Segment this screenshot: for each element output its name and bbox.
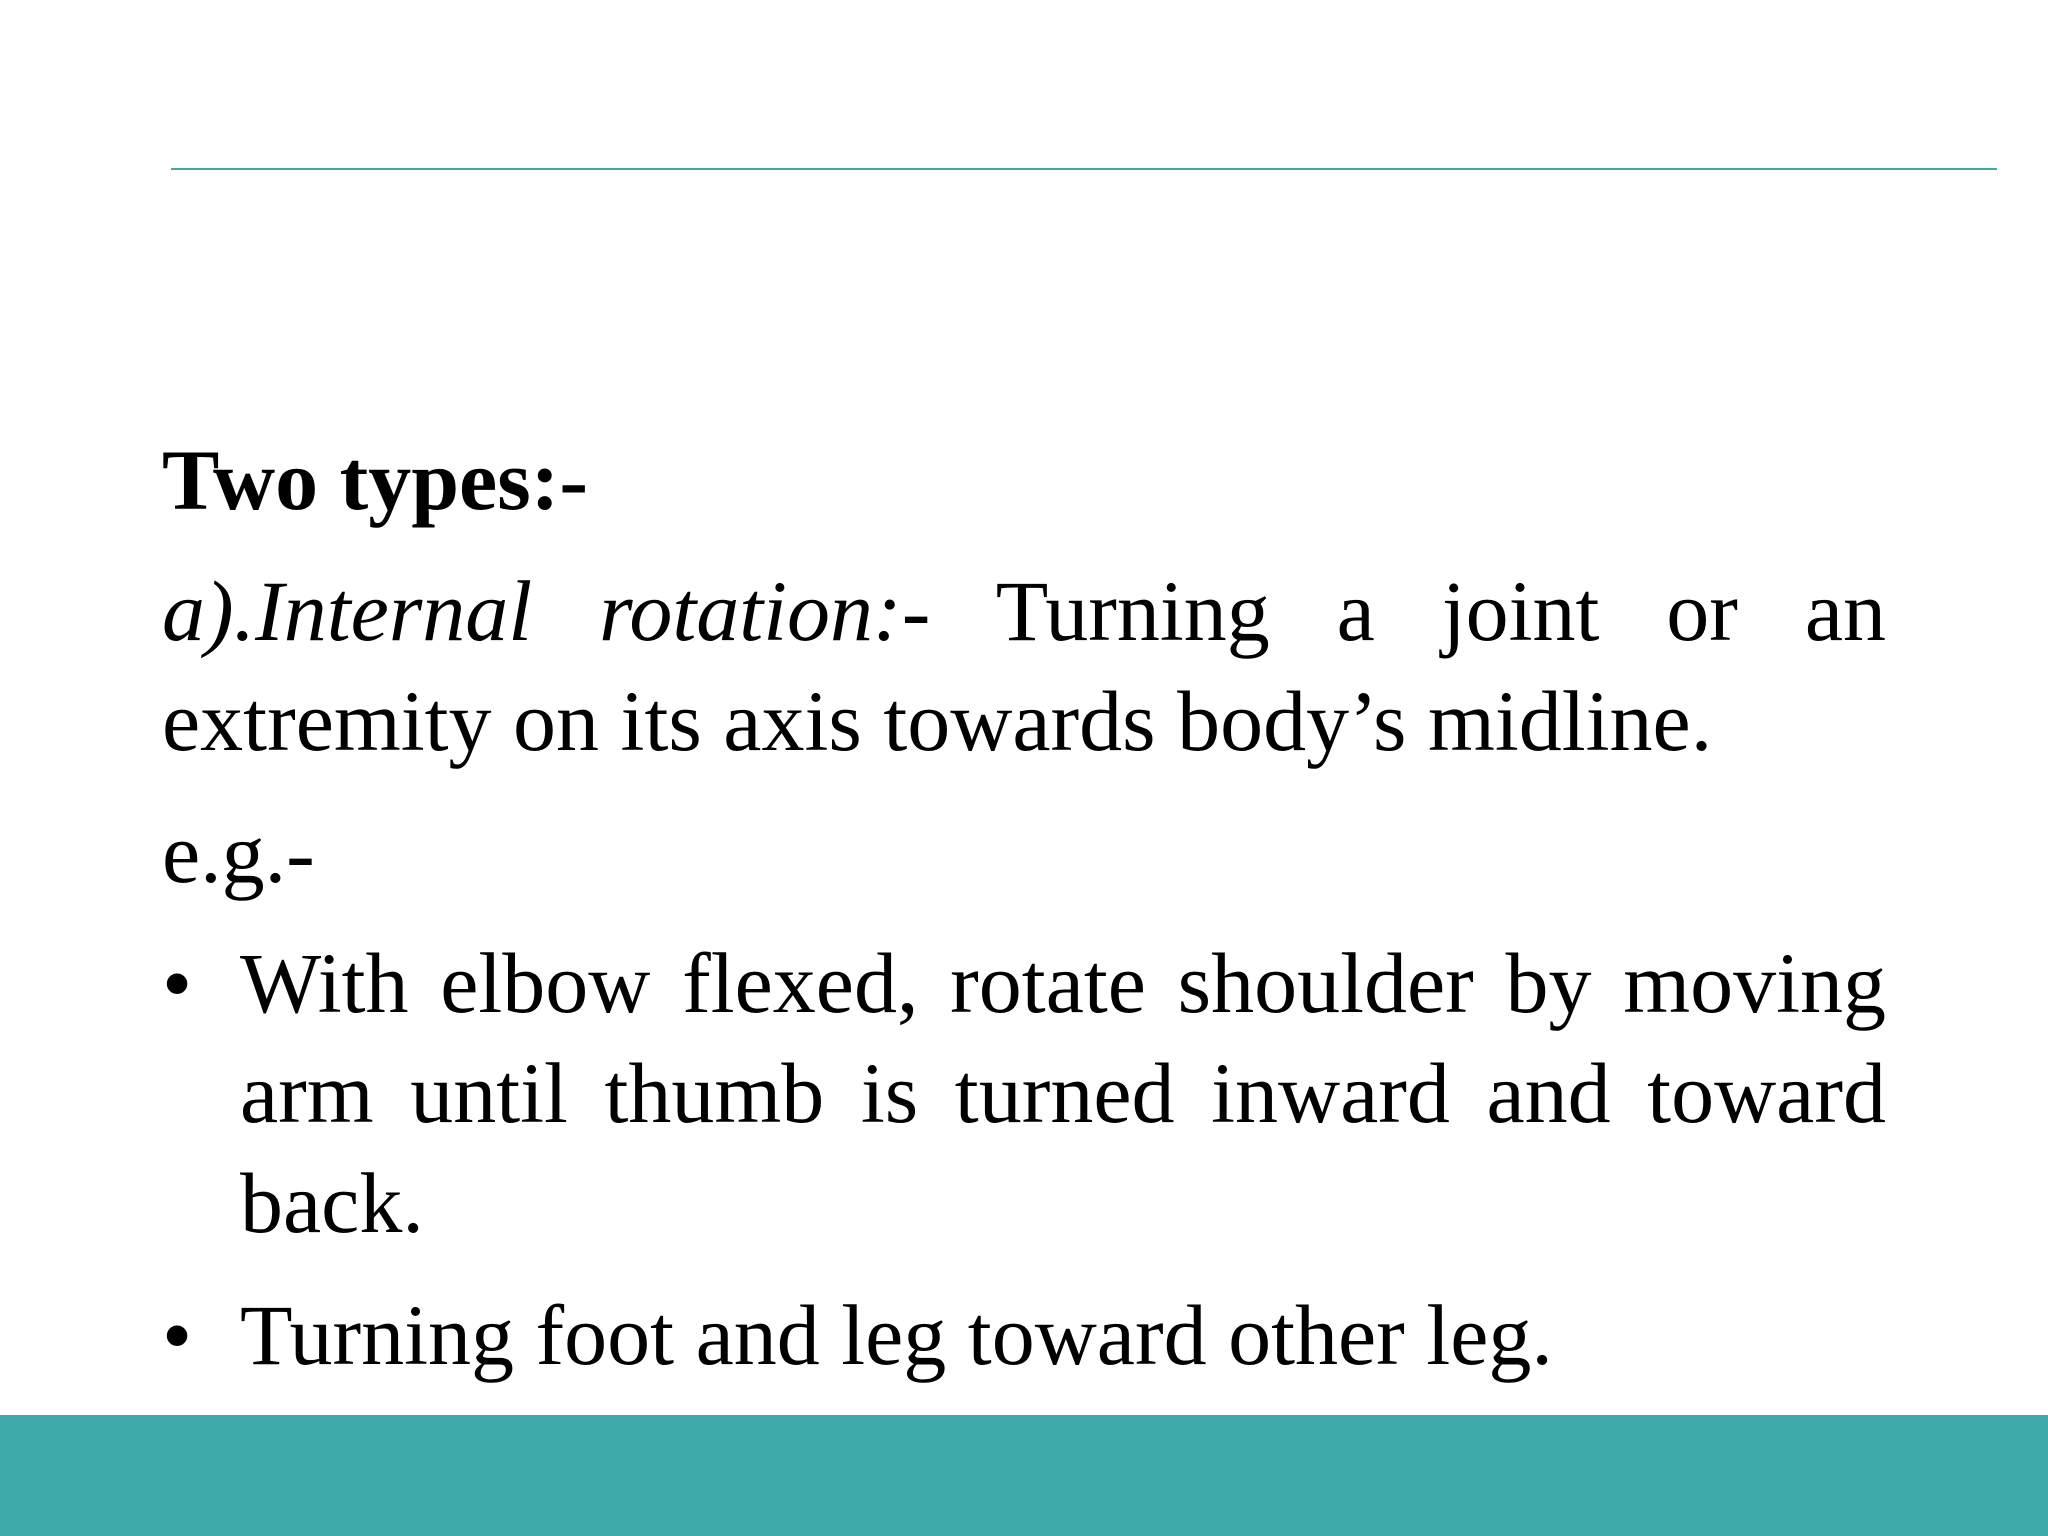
bullet-icon: • (162, 1287, 193, 1383)
definition-term: a).Internal rotation:- (162, 563, 931, 659)
example-label: e.g.- (162, 805, 315, 901)
definition-text: Turning a joint or an extremity on its axis towards body’s midline. (162, 563, 1886, 769)
slide-body (162, 426, 1886, 1412)
bullet-list (162, 928, 1886, 1390)
footer-band (0, 1415, 2048, 1536)
bullet-icon: • (162, 935, 193, 1031)
bullet-item (162, 928, 1886, 1258)
bullet-item (162, 1280, 1886, 1390)
bullet-text: With elbow flexed, rotate shoulder by moving arm until thumb is turned inward and toward back. (240, 935, 1886, 1251)
top-divider-line (171, 168, 1997, 170)
slide-heading: Two types:- (162, 432, 588, 528)
definition-paragraph (162, 556, 1886, 776)
bullet-text: Turning foot and leg toward other leg. (240, 1287, 1553, 1383)
